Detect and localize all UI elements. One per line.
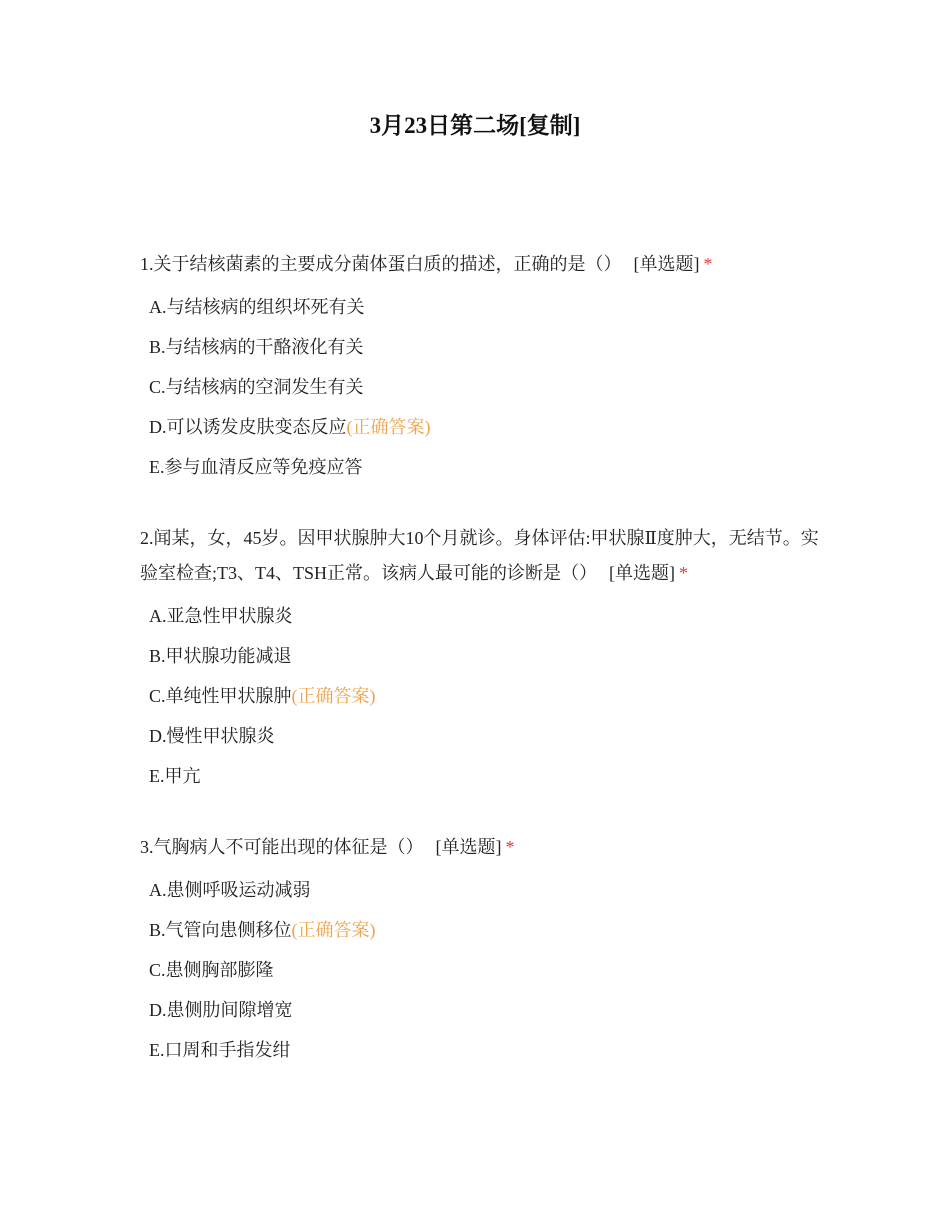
option-letter: E. <box>149 766 165 786</box>
option-c[interactable] <box>140 367 820 407</box>
question-number: 1. <box>140 254 154 274</box>
question-text: 气胸病人不可能出现的体征是（） <box>153 837 424 857</box>
option-text: 可以诱发皮肤变态反应 <box>166 417 347 437</box>
question-number: 2. <box>140 528 154 548</box>
option-a[interactable] <box>140 596 820 636</box>
option-b[interactable] <box>140 636 820 676</box>
required-mark: * <box>505 837 515 857</box>
option-letter: A. <box>149 880 167 900</box>
option-letter: B. <box>149 337 166 357</box>
option-e[interactable] <box>140 1030 820 1070</box>
question-stem <box>140 830 820 865</box>
option-letter: E. <box>149 457 165 477</box>
option-a[interactable] <box>140 870 820 910</box>
option-c[interactable] <box>140 950 820 990</box>
question-stem <box>140 247 820 282</box>
option-b[interactable] <box>140 910 820 950</box>
option-text: 患侧呼吸运动减弱 <box>166 880 311 900</box>
option-letter: B. <box>149 646 166 666</box>
question-type: [单选题] <box>609 563 675 583</box>
question-type: [单选题] <box>435 837 502 857</box>
question-type: [单选题] <box>633 254 700 274</box>
option-c[interactable] <box>140 676 820 716</box>
option-text: 甲亢 <box>164 766 201 786</box>
option-letter: D. <box>149 417 167 437</box>
page-title: 3月23日第二场[复制] <box>369 113 581 138</box>
option-e[interactable] <box>140 756 820 796</box>
option-letter: D. <box>149 726 167 746</box>
question-list <box>140 247 820 1104</box>
option-text: 甲状腺功能减退 <box>165 646 292 666</box>
option-b[interactable] <box>140 327 820 367</box>
option-d[interactable] <box>140 990 820 1030</box>
question-2 <box>140 521 820 796</box>
option-text: 亚急性甲状腺炎 <box>166 606 293 626</box>
option-text: 气管向患侧移位 <box>165 920 292 940</box>
option-letter: C. <box>149 377 166 397</box>
option-text: 与结核病的空洞发生有关 <box>165 377 364 397</box>
question-text: 闻某，女，45岁。因甲状腺肿大10个月就诊。身体评估:甲状腺Ⅱ度肿大，无结节。实验室检查;T3、T4、TSH正常。该病人最可能的诊断是（） <box>140 528 819 583</box>
option-a[interactable] <box>140 287 820 327</box>
option-letter: A. <box>149 297 167 317</box>
required-mark: * <box>703 254 713 274</box>
option-text: 与结核病的干酪液化有关 <box>165 337 364 357</box>
option-letter: C. <box>149 960 166 980</box>
question-number: 3. <box>140 837 154 857</box>
option-letter: B. <box>149 920 166 940</box>
correct-answer-mark: (正确答案) <box>291 920 376 940</box>
option-d[interactable] <box>140 407 820 447</box>
option-text: 与结核病的组织坏死有关 <box>166 297 365 317</box>
correct-answer-mark: (正确答案) <box>346 417 431 437</box>
correct-answer-mark: (正确答案) <box>291 686 376 706</box>
option-letter: D. <box>149 1000 167 1020</box>
question-1 <box>140 247 820 487</box>
option-text: 单纯性甲状腺肿 <box>165 686 292 706</box>
option-letter: C. <box>149 686 166 706</box>
option-text: 慢性甲状腺炎 <box>166 726 275 746</box>
question-3 <box>140 830 820 1070</box>
option-letter: E. <box>149 1040 165 1060</box>
required-mark: * <box>679 563 688 583</box>
option-e[interactable] <box>140 447 820 487</box>
option-text: 口周和手指发绀 <box>164 1040 291 1060</box>
option-letter: A. <box>149 606 167 626</box>
option-text: 患侧肋间隙增宽 <box>166 1000 293 1020</box>
option-d[interactable] <box>140 716 820 756</box>
question-text: 关于结核菌素的主要成分菌体蛋白质的描述，正确的是（） <box>153 254 622 274</box>
question-stem <box>140 521 820 591</box>
option-text: 参与血清反应等免疫应答 <box>164 457 363 477</box>
option-text: 患侧胸部膨隆 <box>165 960 274 980</box>
